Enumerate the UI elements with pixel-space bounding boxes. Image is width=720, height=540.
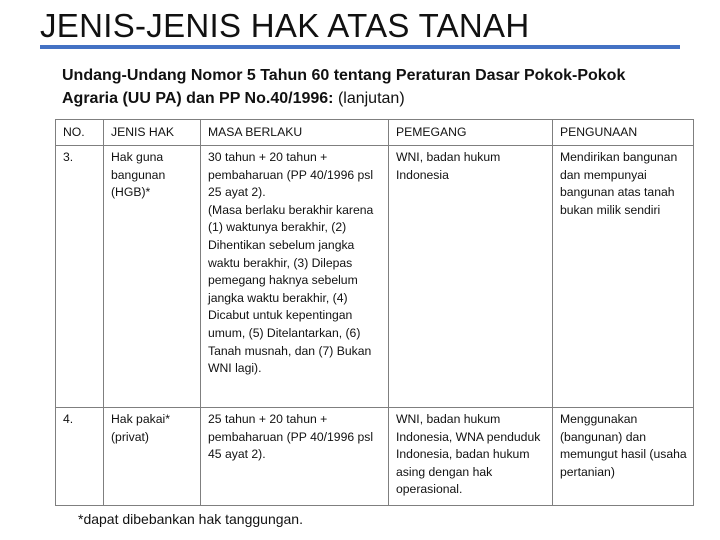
land-rights-table [55,119,694,506]
subtitle-law-reference: Undang-Undang Nomor 5 Tahun 60 tentang Peraturan Dasar Pokok-Pokok Agraria (UU PA) dan PP No.40/1996: [62,67,626,107]
cell-penggunaan: Mendirikan bangunan dan mempunyai bangunan atas tanah bukan milik sendiri [553,146,694,408]
table-row [56,146,694,408]
title-underline [40,45,680,49]
masa-berlaku-termination-notes: (Masa berlaku berakhir karena (1) waktunya berakhir, (2) Dihentikan sebelum jangka waktu berakhir, (3) Dilepas pemegang haknya sebelum jangka waktu berakhir, (4) Dicabut untuk kepentingan umum, (5) Ditelantarkan, (6) Tanah musnah, dan (7) Bukan WNI lagi). [208,202,374,376]
header-penggunaan: PENGUNAAN [553,120,694,146]
cell-masa-berlaku: 25 tahun + 20 tahun + pembaharuan (PP 40/1996 psl 45 ayat 2). [201,408,389,506]
cell-no: 4. [56,408,104,506]
slide-subtitle [62,64,662,110]
subtitle-continuation: (lanjutan) [333,90,405,107]
slide-title: JENIS-JENIS HAK ATAS TANAH [40,7,530,44]
table-row [56,408,694,506]
masa-berlaku-duration: 30 tahun + 20 tahun + pembaharuan (PP 40/1996 psl 25 ayat 2). [208,150,374,200]
footnote: *dapat dibebankan hak tanggungan. [78,511,303,527]
table-header-row [56,120,694,146]
cell-penggunaan: Menggunakan (bangunan) dan memungut hasil (usaha pertanian) [553,408,694,506]
cell-masa-berlaku [201,146,389,408]
cell-pemegang: WNI, badan hukum Indonesia, WNA penduduk Indonesia, badan hukum asing dengan hak operasional. [389,408,553,506]
header-no: NO. [56,120,104,146]
cell-jenis-hak: Hak pakai* (privat) [104,408,201,506]
header-masa-berlaku: MASA BERLAKU [201,120,389,146]
cell-jenis-hak: Hak guna bangunan (HGB)* [104,146,201,408]
header-jenis-hak: JENIS HAK [104,120,201,146]
cell-pemegang: WNI, badan hukum Indonesia [389,146,553,408]
header-pemegang: PEMEGANG [389,120,553,146]
cell-no: 3. [56,146,104,408]
